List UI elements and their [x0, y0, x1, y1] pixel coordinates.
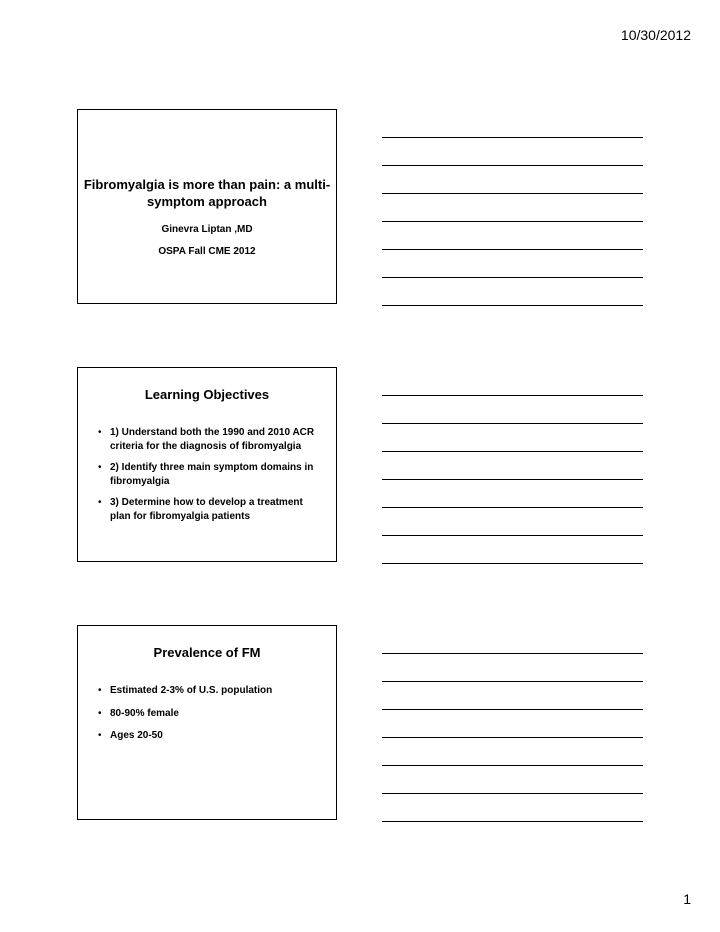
bullet-item: • 80-90% female	[98, 707, 322, 721]
notes-lines-2	[382, 395, 643, 591]
note-line	[382, 765, 643, 766]
note-line	[382, 249, 643, 250]
bullet-item: • Ages 20-50	[98, 729, 322, 743]
slide-2-title: Learning Objectives	[144, 387, 270, 402]
note-line	[382, 277, 643, 278]
note-line	[382, 479, 643, 480]
note-line	[382, 137, 643, 138]
note-line	[382, 221, 643, 222]
slide-thumbnail-3	[77, 625, 337, 820]
note-line	[382, 653, 643, 654]
note-line	[382, 793, 643, 794]
note-line	[382, 821, 643, 822]
slide-thumbnail-2	[77, 367, 337, 562]
slide-3-bullet-list	[98, 684, 322, 752]
page-number: 1	[683, 891, 691, 907]
slide-1-event: OSPA Fall CME 2012	[158, 246, 256, 257]
note-line	[382, 507, 643, 508]
bullet-item: • Estimated 2-3% of U.S. population	[98, 684, 322, 698]
slide-1-title: Fibromyalgia is more than pain: a multi-symptom approach	[83, 177, 331, 209]
note-line	[382, 681, 643, 682]
note-line	[382, 535, 643, 536]
note-line	[382, 305, 643, 306]
print-date: 10/30/2012	[620, 27, 691, 43]
notes-lines-3	[382, 653, 643, 849]
note-line	[382, 451, 643, 452]
note-line	[382, 395, 643, 396]
note-line	[382, 737, 643, 738]
notes-lines-1	[382, 137, 643, 333]
slide-3-title: Prevalence of FM	[153, 645, 261, 660]
slide-1-author: Ginevra Liptan ,MD	[161, 224, 253, 235]
bullet-item: • 3) Determine how to develop a treatment plan for fibromyalgia patients	[98, 496, 322, 523]
note-line	[382, 165, 643, 166]
note-line	[382, 709, 643, 710]
slide-thumbnail-1	[77, 109, 337, 304]
note-line	[382, 193, 643, 194]
note-line	[382, 563, 643, 564]
note-line	[382, 423, 643, 424]
slide-2-bullet-list	[98, 426, 322, 531]
bullet-item: • 2) Identify three main symptom domains in fibromyalgia	[98, 461, 322, 488]
bullet-item: • 1) Understand both the 1990 and 2010 ACR criteria for the diagnosis of fibromyalgia	[98, 426, 322, 453]
